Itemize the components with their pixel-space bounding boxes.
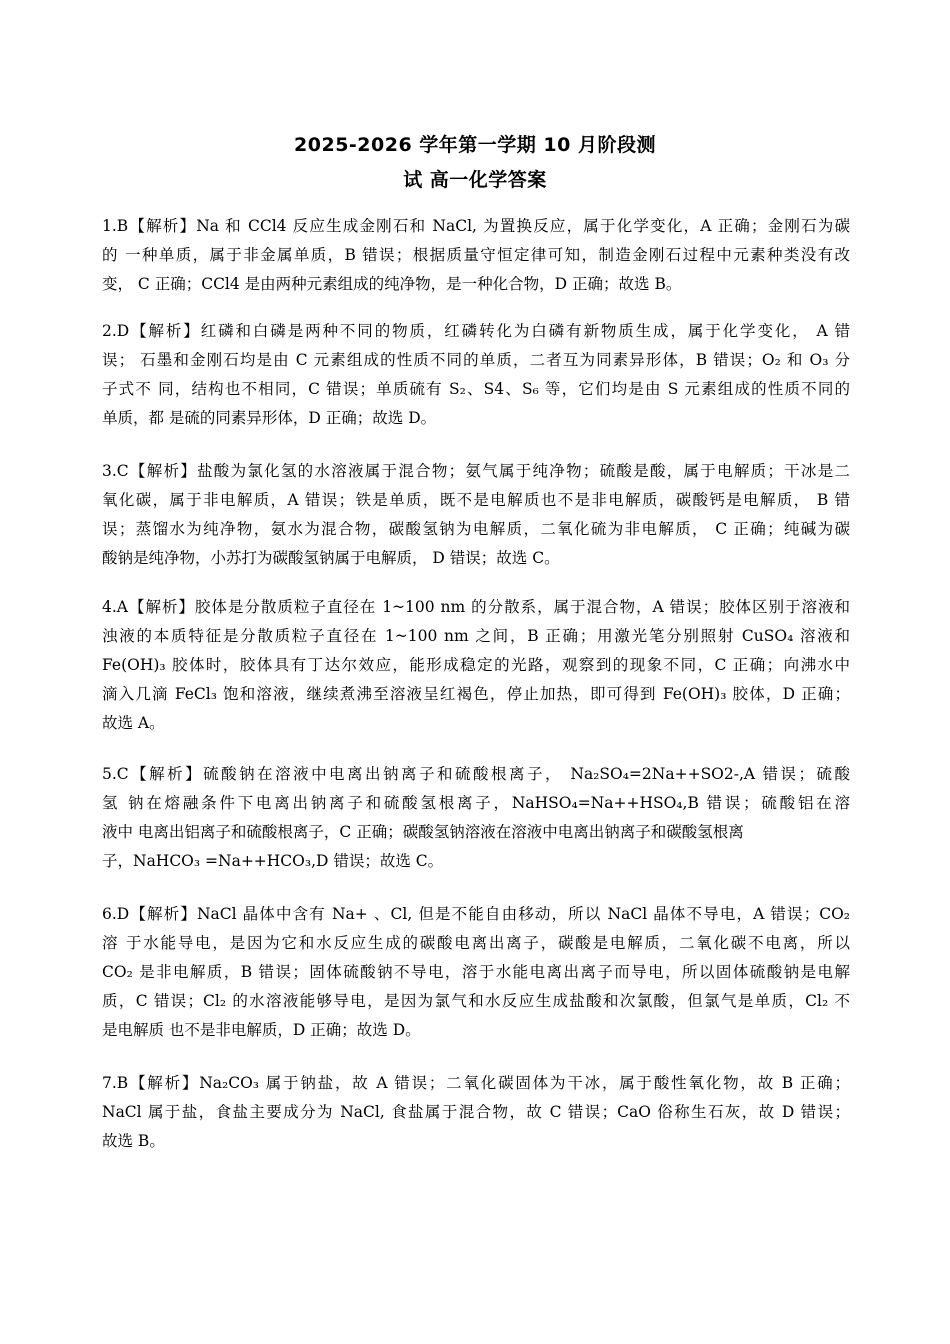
answer-line: 6.D【解析】NaCl 晶体中含有 Na+ 、Cl, 但是不能自由移动，所以 NaCl 晶体不导电，A 错误；CO₂: [102, 905, 850, 923]
answer-5: [102, 760, 850, 876]
answer-line: 4.A【解析】胶体是分散质粒子直径在 1~100 nm 的分散系，属于混合物，A 错误；胶体区别于溶液和: [102, 598, 850, 616]
answer-line: 是电解质 也不是非电解质，D 正确；故选 D。: [102, 1021, 421, 1039]
answer-line: 氢 钠在熔融条件下电离出钠离子和硫酸氢根离子，NaHSO₄=Na++HSO₄,B 错误；硫酸铝在溶: [102, 794, 850, 812]
answer-line: CO₂ 是非电解质，B 错误；固体硫酸钠不导电，溶于水能电离出离子而导电，所以固体硫酸钠是电解: [102, 963, 850, 981]
answer-line: 溶 于水能导电，是因为它和水反应生成的碳酸电离出离子，碳酸是电解质，二氧化碳不电离，所以: [102, 934, 850, 952]
answer-line: 液中 电离出铝离子和硫酸根离子，C 正确；碳酸氢钠溶液在溶液中电离出钠离子和碳酸氢根离: [102, 823, 744, 841]
answer-line: 氧化碳，属于非电解质，A 错误；铁是单质，既不是电解质也不是非电解质，碳酸钙是电解质， B 错: [102, 491, 850, 509]
answer-line: 子，NaHCO₃ =Na++HCO₃,D 错误；故选 C。: [102, 852, 444, 870]
answer-3: [102, 457, 850, 573]
answer-line: 误；蒸馏水为纯净物，氨水为混合物，碳酸氢钠为电解质，二氧化硫为非电解质， C 正确；纯碱为碳: [102, 520, 850, 538]
answer-line: 故选 A。: [102, 714, 165, 732]
answer-line: 滴入几滴 FeCl₃ 饱和溶液，继续煮沸至溶液呈红褐色，停止加热，即可得到 Fe(OH)₃ 胶体，D 正确；: [102, 685, 850, 703]
answer-line: 1.B【解析】Na 和 CCl4 反应生成金刚石和 NaCl, 为置换反应，属于化学变化，A 正确；金刚石为碳: [102, 217, 850, 235]
answer-line: 酸钠是纯净物，小苏打为碳酸氢钠属于电解质， D 错误；故选 C。: [102, 549, 560, 567]
answer-6: [102, 900, 850, 1045]
answer-line: Fe(OH)₃ 胶体时，胶体具有丁达尔效应，能形成稳定的光路，观察到的现象不同，C 正确；向沸水中: [102, 656, 850, 674]
answer-line: 浊液的本质特征是分散质粒子直径在 1~100 nm 之间，B 正确；用激光笔分别照射 CuSO₄ 溶液和: [102, 627, 850, 645]
document-title-line-1: 2025-2026 学年第一学期 10 月阶段测: [294, 134, 656, 156]
answer-7: [102, 1069, 850, 1156]
answer-4: [102, 593, 850, 738]
answer-line: 单质，都 是硫的同素异形体，D 正确；故选 D。: [102, 409, 437, 427]
answer-1: [102, 212, 850, 299]
answer-line: 变， C 正确；CCl4 是由两种元素组成的纯净物，是一种化合物，D 正确；故选 B。: [102, 275, 682, 293]
answer-line: 2.D【解析】红磷和白磷是两种不同的物质，红磷转化为白磷有新物质生成，属于化学变化， A 错: [102, 322, 850, 340]
answer-line: 故选 B。: [102, 1132, 165, 1150]
answer-line: 3.C【解析】盐酸为氯化氢的水溶液属于混合物；氨气属于纯净物；硫酸是酸，属于电解质；干冰是二: [102, 462, 850, 480]
answer-line: 误； 石墨和金刚石均是由 C 元素组成的性质不同的单质，二者互为同素异形体，B 错误；O₂ 和 O₃ 分: [102, 351, 850, 369]
answer-line: 子式不 同，结构也不相同，C 错误；单质硫有 S₂、S4、S₆ 等，它们均是由 S 元素组成的性质不同的: [102, 380, 850, 398]
document-title-line-2: 试 高一化学答案: [403, 169, 547, 191]
answer-line: 7.B【解析】Na₂CO₃ 属于钠盐，故 A 错误；二氧化碳固体为干冰，属于酸性氧化物，故 B 正确；: [102, 1074, 850, 1092]
answer-line: 质，C 错误；Cl₂ 的水溶液能够导电，是因为氯气和水反应生成盐酸和次氯酸，但氯气是单质，Cl₂ 不: [102, 992, 850, 1010]
answer-line: NaCl 属于盐，食盐主要成分为 NaCl, 食盐属于混合物，故 C 错误；CaO 俗称生石灰，故 D 错误；: [102, 1103, 850, 1121]
answer-2: [102, 317, 850, 433]
answer-line: 的 一种单质，属于非金属单质，B 错误；根据质量守恒定律可知，制造金刚石过程中元素种类没有改: [102, 246, 850, 264]
answer-line: 5.C【解析】硫酸钠在溶液中电离出钠离子和硫酸根离子， Na₂SO₄=2Na++SO2-,A 错误；硫酸: [102, 765, 850, 783]
